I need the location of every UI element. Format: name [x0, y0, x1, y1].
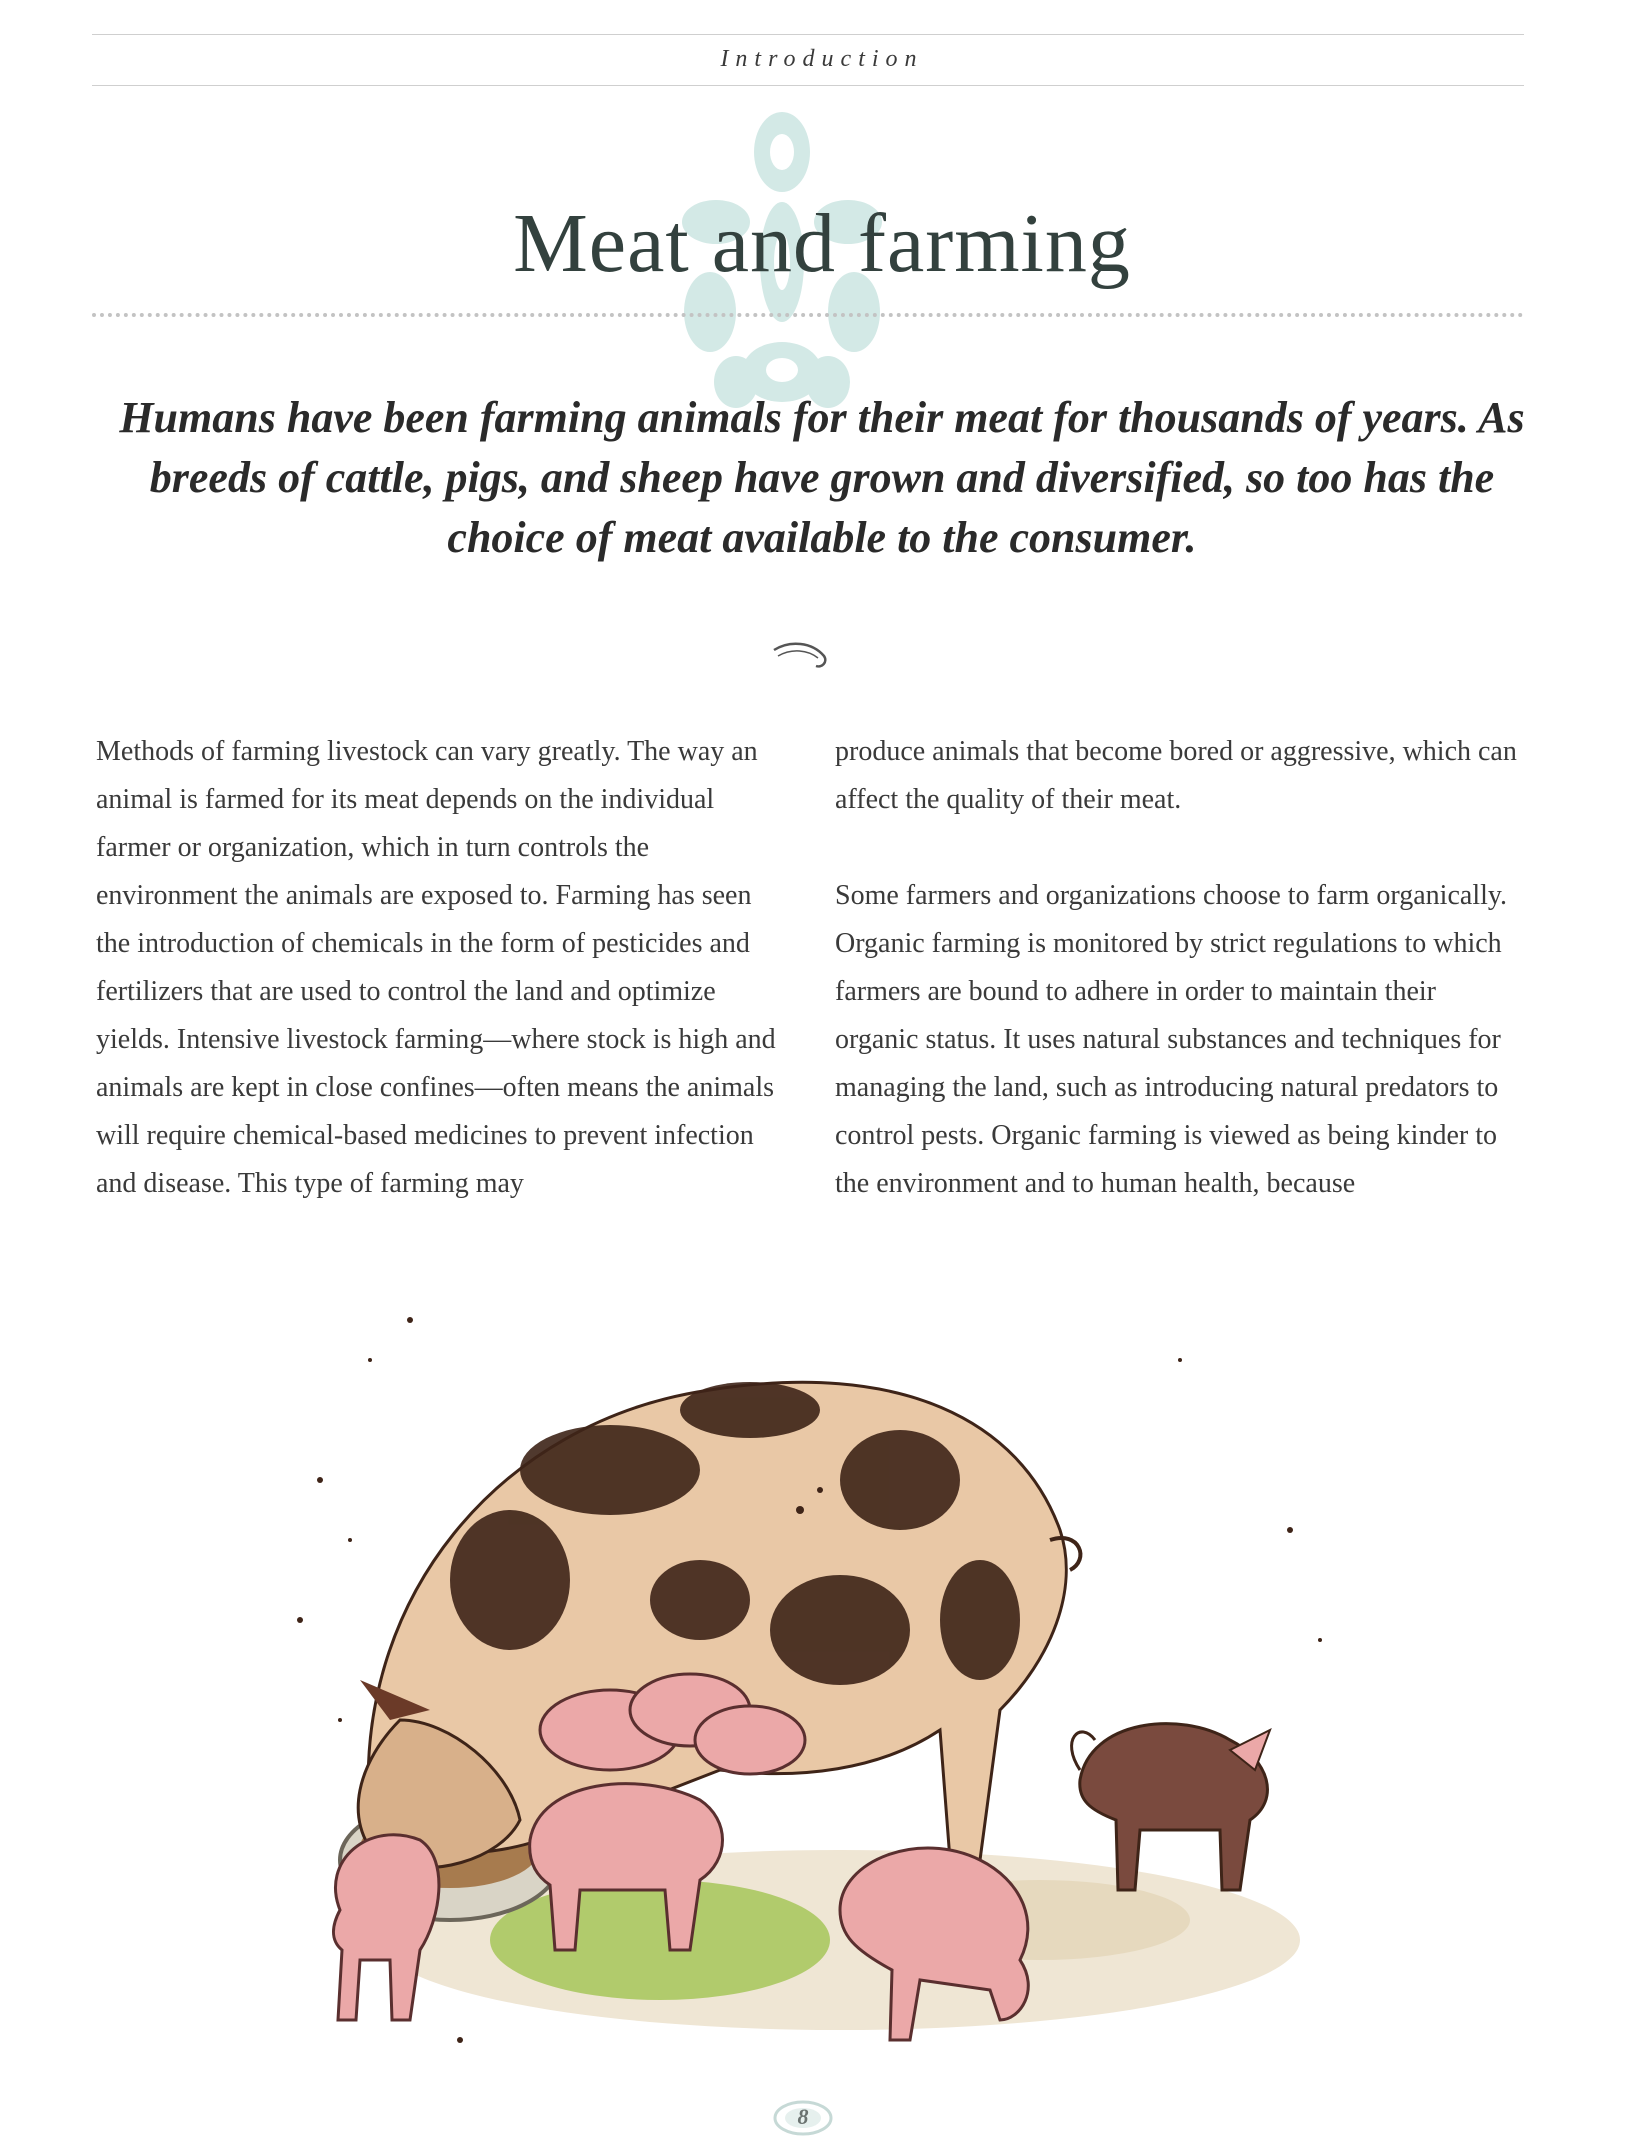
body-paragraph: produce animals that become bored or aggressive, which can affect the quality of their meat.: [835, 736, 1517, 815]
section-label: Introduction: [720, 46, 924, 72]
title-dotted-divider: [92, 313, 1524, 317]
page-title: Meat and farming: [513, 197, 1131, 290]
lead-paragraph: Humans have been farming animals for their meat for thousands of years. As breeds of cattle, pigs, and sheep have grown and diversified, so too has the choice of meat available to the consumer.: [119, 393, 1525, 562]
header-rule-top: [92, 34, 1524, 35]
header-rule-bottom: [92, 85, 1524, 86]
body-paragraph: Methods of farming livestock can vary greatly. The way an animal is farmed for its meat depends on the individual farmer or organization, which in turn controls the environment the animals are exposed to. Farming has seen the introduction of chemicals in the form of pesticides and fertilizers that are used to control the land and optimize yields. Intensive livestock farming—where stock is high and animals are kept in close confines—often means the animals will require chemical-based medicines to prevent infection and disease. This type of farming may: [96, 736, 776, 1199]
sow-and-piglets-illustration: [280, 1300, 1380, 2070]
page-number: 8: [797, 2104, 809, 2129]
body-paragraph: Some farmers and organizations choose to farm organically. Organic farming is monitored by strict regulations to which farmers are bound to adhere in order to maintain their organic status. It uses natural substances and techniques for managing the land, such as introducing natural predators to control pests. Organic farming is viewed as being kinder to the environment and to human health, because: [835, 880, 1508, 1199]
body-column-left: [96, 728, 786, 1208]
body-column-right: [835, 728, 1525, 1208]
flourish-icon: [768, 636, 832, 676]
